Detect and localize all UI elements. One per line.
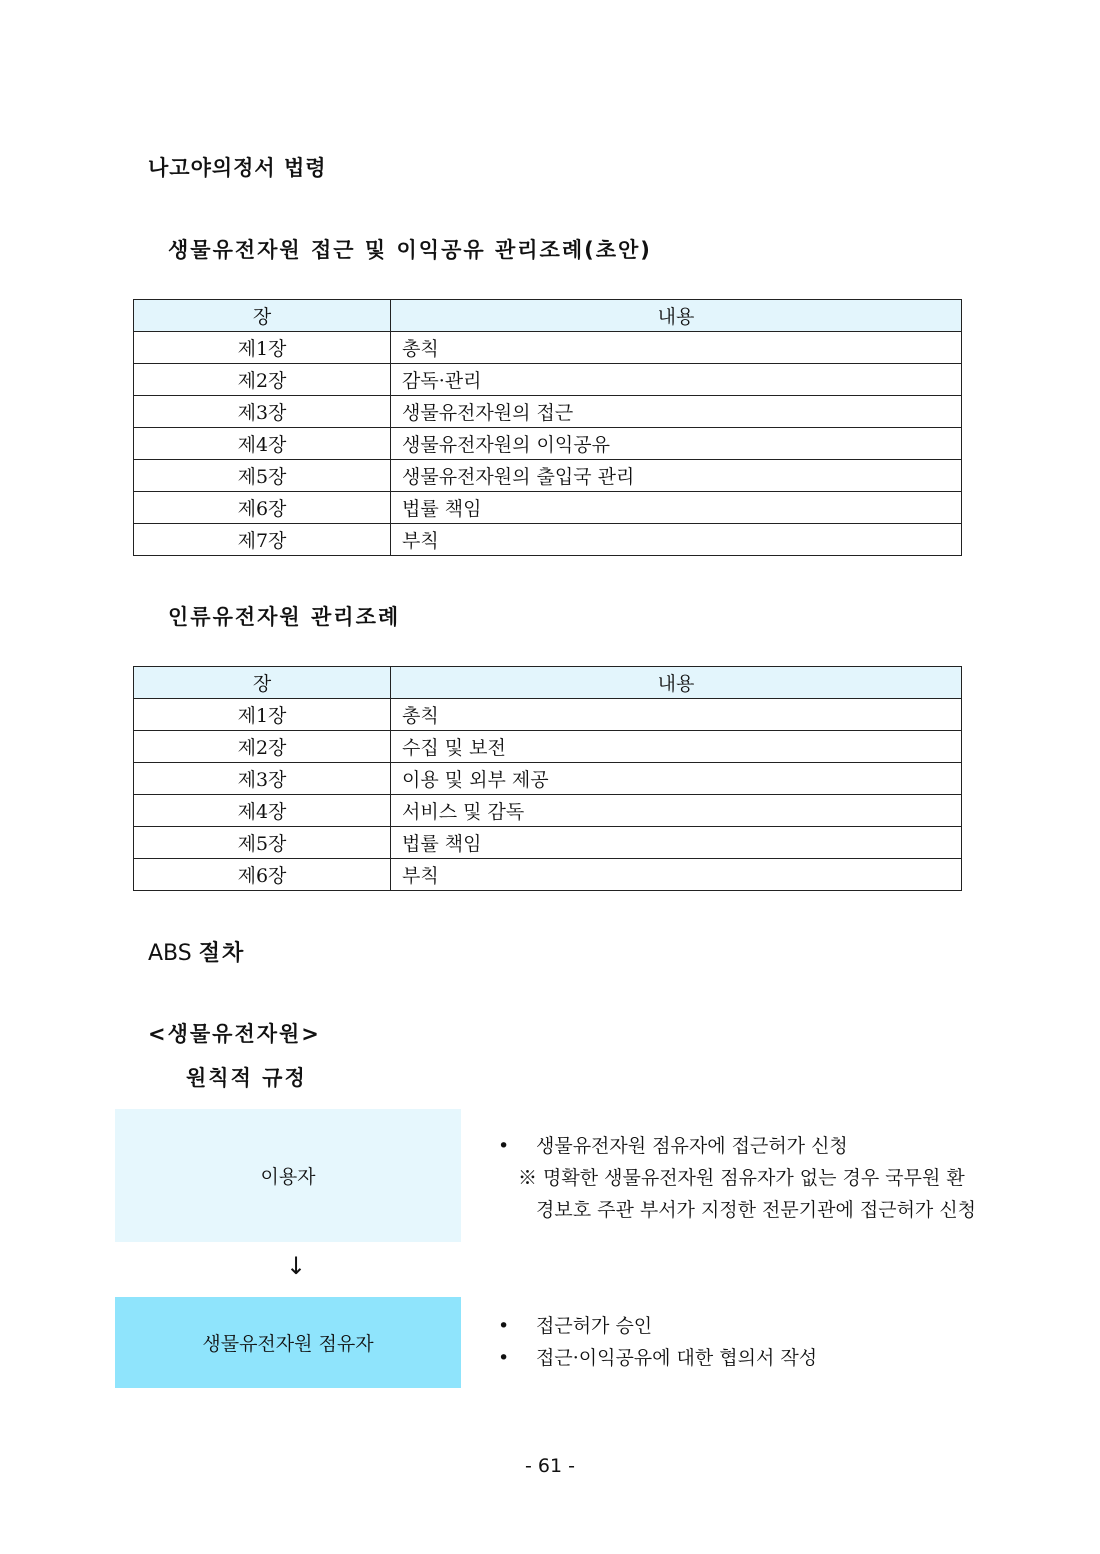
chapter-cell: 제6장	[134, 859, 391, 891]
chapter-cell: 제4장	[134, 795, 391, 827]
chapter-cell: 제2장	[134, 731, 391, 763]
note-line: 경보호 주관 부서가 지정한 전문기관에 접근허가 신청	[536, 1199, 977, 1221]
content-cell: 총칙	[391, 332, 962, 364]
table-row	[134, 332, 962, 364]
header-chapter: 장	[134, 300, 391, 332]
chapter-table-1	[133, 299, 962, 556]
rule-heading: 원칙적 규정	[186, 1066, 307, 1090]
content-cell: 생물유전자원의 이익공유	[391, 428, 962, 460]
table-row	[134, 460, 962, 492]
flow-box-user	[115, 1109, 461, 1242]
table-row	[134, 428, 962, 460]
content-cell: 부칙	[391, 524, 962, 556]
chapter-cell: 제1장	[134, 699, 391, 731]
chapter-table-2	[133, 666, 962, 891]
bullet-icon: •	[498, 1347, 510, 1369]
abs-heading-latin: ABS	[148, 941, 192, 966]
bio-resource-heading: <생물유전자원>	[148, 1022, 321, 1046]
down-arrow-icon: ↓	[286, 1252, 307, 1280]
content-cell: 법률 책임	[391, 827, 962, 859]
section1-title: 생물유전자원 접근 및 이익공유 관리조례(초안)	[168, 238, 652, 262]
content-cell: 총칙	[391, 699, 962, 731]
chapter-cell: 제5장	[134, 827, 391, 859]
bullet-item	[498, 1130, 998, 1162]
bullet-text: 접근허가 승인	[536, 1315, 653, 1337]
page-number: - 61 -	[525, 1455, 575, 1477]
bullet-item	[498, 1342, 998, 1374]
header-content: 내용	[391, 667, 962, 699]
section2-title: 인류유전자원 관리조례	[168, 605, 401, 629]
bullet-icon: •	[498, 1315, 510, 1337]
chapter-cell: 제2장	[134, 364, 391, 396]
abs-heading-korean: 절차	[198, 941, 246, 966]
flow-box-user-description	[498, 1130, 998, 1226]
bullet-item	[498, 1310, 998, 1342]
chapter-cell: 제5장	[134, 460, 391, 492]
bullet-icon: •	[498, 1135, 510, 1157]
chapter-cell: 제4장	[134, 428, 391, 460]
table-row	[134, 699, 962, 731]
content-cell: 서비스 및 감독	[391, 795, 962, 827]
content-cell: 이용 및 외부 제공	[391, 763, 962, 795]
table-row	[134, 731, 962, 763]
table-row	[134, 364, 962, 396]
chapter-cell: 제7장	[134, 524, 391, 556]
bullet-text: 생물유전자원 점유자에 접근허가 신청	[536, 1135, 848, 1157]
page-heading: 나고야의정서 법령	[148, 156, 327, 180]
note-line: ※ 명확한 생물유전자원 점유자가 없는 경우 국무원 환	[518, 1167, 965, 1189]
content-cell: 감독·관리	[391, 364, 962, 396]
chapter-cell: 제6장	[134, 492, 391, 524]
table-row	[134, 795, 962, 827]
table-row	[134, 827, 962, 859]
table-header-row	[134, 300, 962, 332]
header-content: 내용	[391, 300, 962, 332]
table-row	[134, 396, 962, 428]
table-row	[134, 859, 962, 891]
flow-box-holder-label: 생물유전자원 점유자	[202, 1333, 374, 1355]
content-cell: 법률 책임	[391, 492, 962, 524]
bullet-text: 접근·이익공유에 대한 협의서 작성	[536, 1347, 818, 1369]
chapter-cell: 제3장	[134, 396, 391, 428]
table-header-row	[134, 667, 962, 699]
abs-heading	[148, 936, 245, 967]
content-cell: 부칙	[391, 859, 962, 891]
flow-box-user-label: 이용자	[260, 1166, 316, 1188]
content-cell: 생물유전자원의 접근	[391, 396, 962, 428]
content-cell: 수집 및 보전	[391, 731, 962, 763]
table-row	[134, 763, 962, 795]
header-chapter: 장	[134, 667, 391, 699]
content-cell: 생물유전자원의 출입국 관리	[391, 460, 962, 492]
chapter-cell: 제1장	[134, 332, 391, 364]
flow-box-holder	[115, 1297, 461, 1388]
flow-box-holder-description	[498, 1310, 998, 1374]
chapter-cell: 제3장	[134, 763, 391, 795]
table-row	[134, 492, 962, 524]
table-row	[134, 524, 962, 556]
